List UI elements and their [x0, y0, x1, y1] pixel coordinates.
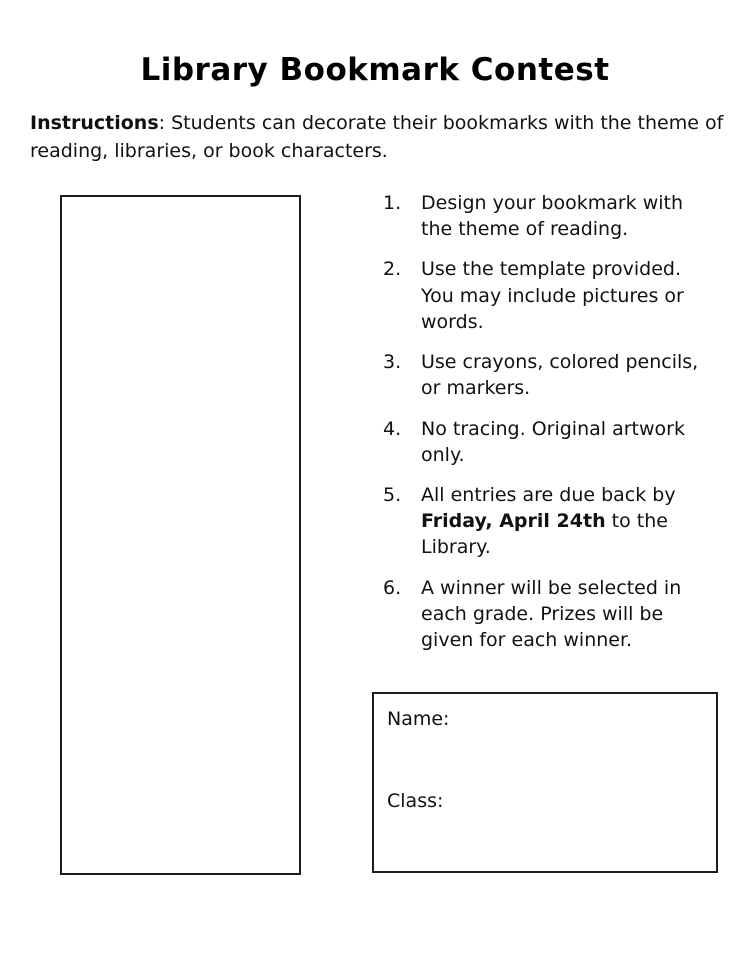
- list-item-number: 4.: [383, 417, 402, 440]
- entry-info-box: [372, 692, 718, 873]
- list-item: [383, 349, 718, 401]
- list-item: [383, 190, 718, 242]
- list-item-text: No tracing. Original artwork only.: [421, 417, 685, 466]
- list-item-text: Use the template provided. You may include pictures or words.: [421, 258, 684, 333]
- due-date-pre-text: All entries are due back by: [421, 483, 676, 506]
- instructions-paragraph: [30, 110, 724, 165]
- page-title: Library Bookmark Contest: [140, 52, 610, 88]
- list-item: [383, 416, 718, 468]
- due-date-post-text: to the Library.: [421, 510, 668, 559]
- bookmark-template-box: [60, 195, 301, 875]
- rules-list: [383, 190, 718, 667]
- list-item: [383, 256, 718, 335]
- list-item-text: Design your bookmark with the theme of reading.: [421, 192, 684, 241]
- name-label: Name:: [387, 708, 450, 730]
- class-label: Class:: [387, 790, 444, 812]
- list-item-number: 1.: [383, 192, 402, 214]
- list-item: [383, 482, 718, 561]
- instructions-text: : Students can decorate their bookmarks with the theme of reading, libraries, or book characters.: [30, 112, 724, 162]
- list-item-text: Use crayons, colored pencils, or markers.: [421, 351, 699, 400]
- list-item: [383, 575, 718, 654]
- instructions-label: Instructions: [30, 112, 159, 134]
- list-item-number: 5.: [383, 483, 402, 506]
- due-date: Friday, April 24th: [421, 510, 606, 533]
- list-item-text: A winner will be selected in each grade. Prizes will be given for each winner.: [421, 576, 682, 652]
- list-item-number: 6.: [383, 576, 402, 599]
- list-item-text: [421, 482, 718, 561]
- list-item-number: 2.: [383, 258, 402, 281]
- list-item-number: 3.: [383, 351, 402, 374]
